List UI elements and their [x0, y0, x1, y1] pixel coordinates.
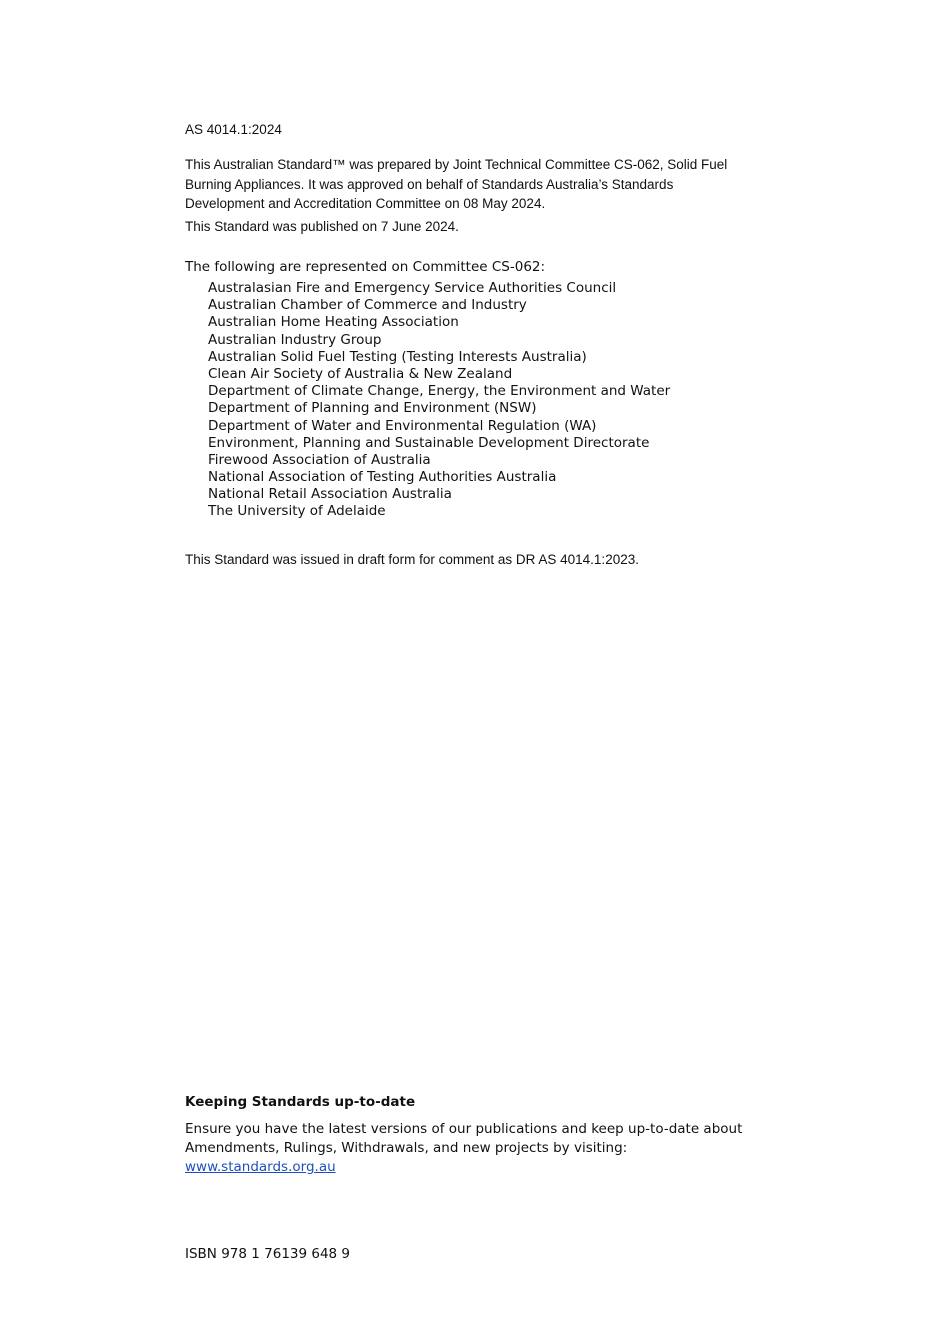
- committee-member: Australian Industry Group: [208, 331, 382, 348]
- keeping-up-to-date-text: Ensure you have the latest versions of our publications and keep up-to-date about Amendments, Rulings, Withdrawals, and new projects by visiting:: [185, 1121, 743, 1156]
- committee-member: Australian Home Heating Association: [208, 314, 459, 331]
- committee-member: Australian Solid Fuel Testing (Testing Interests Australia): [208, 348, 587, 365]
- committee-member: Department of Water and Environmental Regulation (WA): [208, 417, 597, 434]
- isbn: ISBN 978 1 76139 648 9: [185, 1246, 351, 1262]
- committee-member: Department of Climate Change, Energy, the Environment and Water: [208, 383, 671, 400]
- draft-note: This Standard was issued in draft form for comment as DR AS 4014.1:2023.: [185, 552, 639, 567]
- committee-member: The University of Adelaide: [208, 503, 386, 520]
- preparation-paragraph: This Australian Standard™ was prepared by Joint Technical Committee CS-062, Solid Fuel Burning Appliances. It was approved on behalf of Standards Australia’s Standards Development and Accreditation Committee on 08 May 2024.: [185, 157, 728, 211]
- committee-intro: The following are represented on Committee CS-062:: [185, 259, 546, 275]
- committee-member: Australian Chamber of Commerce and Industry: [208, 297, 527, 314]
- committee-member: National Association of Testing Authorities Australia: [208, 469, 557, 486]
- published-date-line: This Standard was published on 7 June 2024.: [185, 219, 459, 234]
- standards-website-link[interactable]: www.standards.org.au: [185, 1159, 336, 1175]
- keeping-up-to-date-body: [185, 1120, 775, 1177]
- committee-member: Firewood Association of Australia: [208, 451, 431, 468]
- committee-member: National Retail Association Australia: [208, 486, 452, 503]
- standard-id: AS 4014.1:2024: [185, 122, 282, 137]
- committee-member: Department of Planning and Environment (NSW): [208, 400, 537, 417]
- keeping-up-to-date-heading: Keeping Standards up-to-date: [185, 1094, 416, 1110]
- committee-member-list: [208, 280, 670, 521]
- committee-member: Environment, Planning and Sustainable Development Directorate: [208, 434, 650, 451]
- committee-member: Clean Air Society of Australia & New Zealand: [208, 365, 513, 382]
- committee-member: Australasian Fire and Emergency Service Authorities Council: [208, 280, 617, 296]
